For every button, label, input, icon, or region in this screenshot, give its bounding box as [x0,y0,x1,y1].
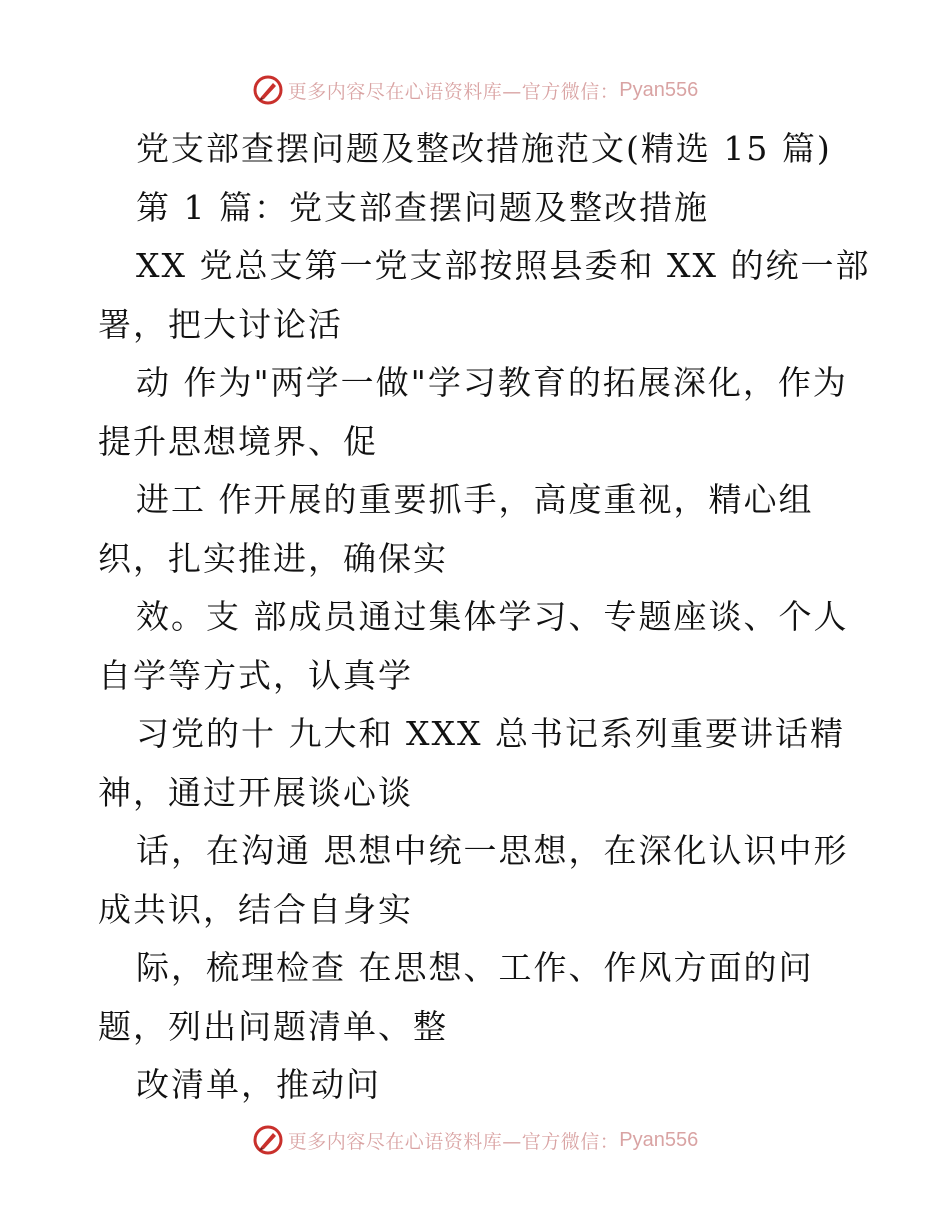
paragraph-line: 神，通过开展谈心谈 [98,772,413,812]
watermark-id: Pyan556 [619,78,699,101]
paragraph-line: 话，在沟通 思想中统一思想，在深化认识中形 [136,831,849,870]
paragraph-line: 署，把大讨论活 [98,304,343,344]
paragraph-line: 进工 作开展的重要抓手，高度重视，精心组 [136,480,814,519]
watermark-id: Pyan556 [619,1128,699,1151]
paragraph-line: 际，梳理检查 在思想、工作、作风方面的问 [136,948,814,987]
watermark-banner-bottom [0,1120,950,1160]
watermark-text: 更多内容尽在心语资料库—官方微信： [287,80,620,103]
paragraph-line: XX 党总支第一党支部按照县委和 XX 的统一部 [136,246,871,285]
document-body [98,120,871,1115]
paragraph-line: 动 作为"两学一做"学习教育的拓展深化，作为 [136,363,848,402]
pen-logo-icon [252,74,284,106]
watermark-banner-top [0,70,950,110]
pen-logo-icon [252,1124,284,1156]
section-heading: 第 1 篇：党支部查摆问题及整改措施 [136,187,709,227]
paragraph-line: 织，扎实推进，确保实 [98,538,448,578]
paragraph-line: 提升思想境界、促 [98,421,378,461]
paragraph-line: 成共识，结合自身实 [98,889,413,929]
paragraph-line: 改清单，推动问 [136,1065,381,1104]
paragraph-line: 习党的十 九大和 XXX 总书记系列重要讲话精 [136,714,845,753]
document-title: 党支部查摆问题及整改措施范文(精选 15 篇) [136,129,832,168]
watermark-text: 更多内容尽在心语资料库—官方微信： [287,1130,620,1153]
paragraph-line: 自学等方式，认真学 [98,655,413,695]
paragraph-line: 题，列出问题清单、整 [98,1006,448,1046]
paragraph-line: 效。支 部成员通过集体学习、专题座谈、个人 [136,597,849,636]
